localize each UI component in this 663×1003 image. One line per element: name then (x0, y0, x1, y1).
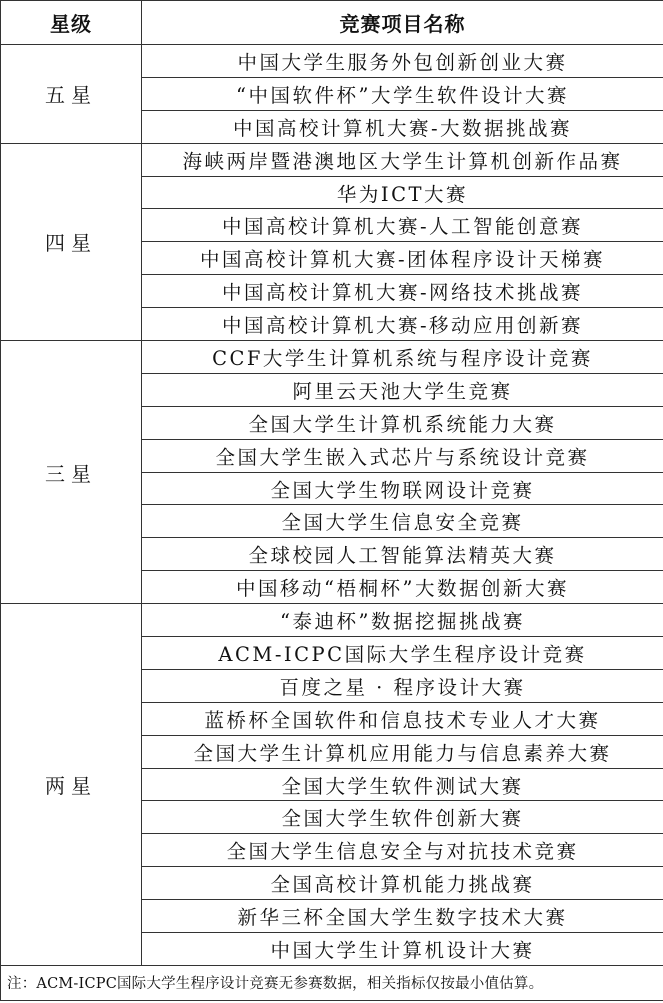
competition-name-cell: 全国高校计算机能力挑战赛 (142, 867, 663, 900)
competition-name-cell: “中国软件杯”大学生软件设计大赛 (142, 77, 663, 110)
competition-name-cell: “泰迪杯”数据挖掘挑战赛 (142, 604, 663, 637)
star-tier-label: 四星 (1, 143, 142, 340)
competition-name-cell: 百度之星 · 程序设计大赛 (142, 669, 663, 702)
table-row (1, 604, 663, 637)
footnote-row (1, 965, 663, 1000)
competition-name-cell: 全国大学生信息安全与对抗技术竞赛 (142, 834, 663, 867)
competition-name-cell: 全国大学生物联网设计竞赛 (142, 472, 663, 505)
table-row (1, 143, 663, 176)
competition-name-cell: 全国大学生计算机应用能力与信息素养大赛 (142, 735, 663, 768)
competition-name-cell: 海峡两岸暨港澳地区大学生计算机创新作品赛 (142, 143, 663, 176)
competition-name-cell: 全国大学生信息安全竞赛 (142, 505, 663, 538)
competition-name-cell: 中国高校计算机大赛-人工智能创意赛 (142, 209, 663, 242)
competition-name-cell: 中国高校计算机大赛-大数据挑战赛 (142, 110, 663, 143)
footnote-text: 注：ACM-ICPC国际大学生程序设计竞赛无参赛数据，相关指标仅按最小值估算。 (1, 965, 663, 1000)
tier-column-header: 星级 (1, 1, 142, 45)
competition-name-cell: 全国大学生软件创新大赛 (142, 801, 663, 834)
competition-name-cell: ACM-ICPC国际大学生程序设计竞赛 (142, 637, 663, 670)
table-row (1, 45, 663, 78)
competition-name-cell: 中国大学生计算机设计大赛 (142, 933, 663, 966)
competition-name-cell: 中国大学生服务外包创新创业大赛 (142, 45, 663, 78)
competition-name-cell: 阿里云天池大学生竞赛 (142, 373, 663, 406)
star-tier-label: 五星 (1, 45, 142, 144)
competition-name-cell: 蓝桥杯全国软件和信息技术专业人才大赛 (142, 702, 663, 735)
star-tier-label: 三星 (1, 341, 142, 604)
competition-name-cell: 全国大学生嵌入式芯片与系统设计竞赛 (142, 439, 663, 472)
competition-name-cell: 新华三杯全国大学生数字技术大赛 (142, 900, 663, 933)
competition-name-cell: 中国移动“梧桐杯”大数据创新大赛 (142, 571, 663, 604)
competition-name-cell: 全国大学生计算机系统能力大赛 (142, 406, 663, 439)
star-tier-label: 两星 (1, 604, 142, 966)
table-header-row (1, 1, 663, 45)
table-body (1, 45, 663, 1001)
competition-name-cell: 中国高校计算机大赛-网络技术挑战赛 (142, 275, 663, 308)
competition-name-cell: 全国大学生软件测试大赛 (142, 768, 663, 801)
competition-name-column-header: 竞赛项目名称 (142, 1, 663, 45)
competition-name-cell: CCF大学生计算机系统与程序设计竞赛 (142, 341, 663, 374)
competition-name-cell: 全球校园人工智能算法精英大赛 (142, 538, 663, 571)
competition-name-cell: 华为ICT大赛 (142, 176, 663, 209)
table-row (1, 341, 663, 374)
competition-name-cell: 中国高校计算机大赛-团体程序设计天梯赛 (142, 242, 663, 275)
competition-name-cell: 中国高校计算机大赛-移动应用创新赛 (142, 308, 663, 341)
